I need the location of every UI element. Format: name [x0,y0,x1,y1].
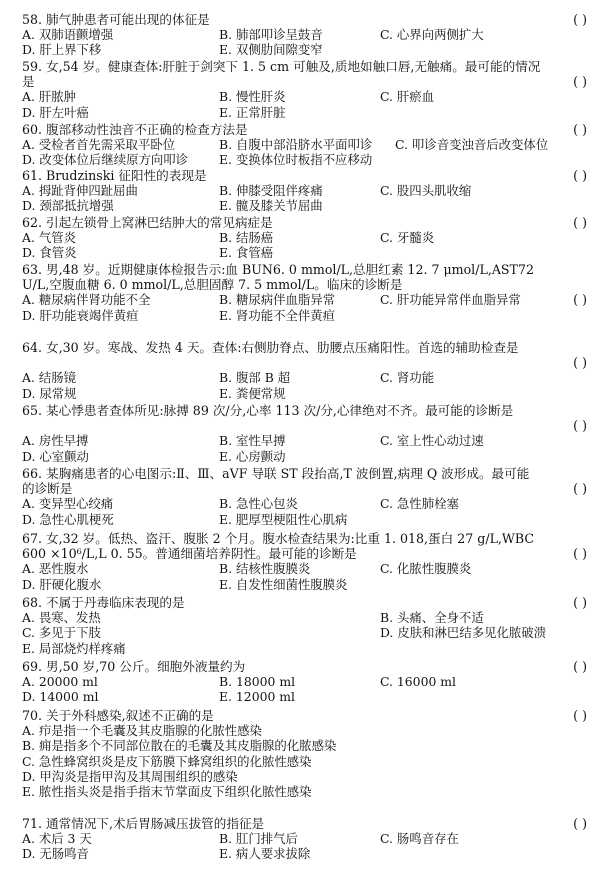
question-68 [22,595,587,656]
question-stem: 71. 通常情况下,术后胃肠减压拔管的指征是 [22,816,265,831]
option-c: C. 室上性心动过速 [380,433,484,449]
question-stem: 60. 腹部移动性浊音不正确的检查方法是 [22,122,248,137]
option-b: B. 肛门排气后 [219,831,298,847]
option-b: B. 痈是指多个不同部位散在的毛囊及其皮脂腺的化脓感染 [22,738,337,754]
question-61 [22,168,587,214]
option-e: E. 正常肝脏 [219,104,286,120]
option-d: D. 改变体位后继续原方向叩诊 [22,152,189,168]
option-a: A. 畏寒、发热 [22,610,101,626]
answer-bracket: ( ) [573,546,587,562]
question-59 [22,59,587,120]
option-a: A. 受检者首先需采取平卧位 [22,137,176,153]
option-d: D. 肝功能衰竭伴黄疸 [22,307,139,323]
answer-bracket: ( ) [573,292,587,308]
question-70 [22,708,587,799]
option-c: C. 肝功能异常伴血脂异常 [380,292,521,308]
question-63 [22,262,587,323]
option-d: D. 肝硬化腹水 [22,576,102,592]
option-a: A. 结肠镜 [22,370,76,386]
option-e: E. 肥厚型梗阻性心肌病 [219,511,348,527]
question-stem: 65. 某心悸患者查体所见:脉搏 89 次/分,心率 113 次/分,心律绝对不齐。最可能的诊断是 [22,403,514,418]
question-stem: 68. 不属于丹毒临床表现的是 [22,595,185,610]
option-b: B. 自腹中部沿脐水平面叩诊 [219,137,373,153]
option-a: A. 恶性腹水 [22,561,89,577]
option-d: D. 颈部抵抗增强 [22,198,114,214]
option-e: E. 心房颤动 [219,448,286,464]
option-b: B. 结核性腹膜炎 [219,561,311,577]
option-c: C. 化脓性腹膜炎 [380,561,472,577]
option-a: A. 肝脓肿 [22,89,76,105]
question-stem: 64. 女,30 岁。寒战、发热 4 天。查体:右侧肋脊点、肋腰点压痛阳性。首选的辅助检查是 [22,340,519,355]
option-d: D. 无肠鸣音 [22,846,89,862]
option-c: C. 牙髓炎 [380,230,435,246]
option-e: E. 病人要求拔除 [219,846,311,862]
question-69 [22,659,587,705]
option-c: C. 16000 ml [380,674,456,690]
option-b: B. 肺部叩诊呈鼓音 [219,27,323,43]
option-c: C. 心界向两侧扩大 [380,27,484,43]
option-b: B. 慢性肝炎 [219,89,286,105]
answer-bracket: ( ) [573,12,587,27]
option-e: E. 髋及膝关节屈曲 [219,198,323,214]
option-c: C. 急性蜂窝织炎是皮下筋膜下蜂窝组织的化脓性感染 [22,753,312,769]
answer-bracket: ( ) [573,481,587,497]
option-a: A. 气管炎 [22,230,76,246]
option-c: C. 急性肺栓塞 [380,496,459,512]
question-stem: 69. 男,50 岁,70 公斤。细胞外液量约为 [22,659,246,674]
answer-bracket: ( ) [573,355,587,371]
option-b: B. 糖尿病伴血脂异常 [219,292,336,308]
option-e: E. 肾功能不全伴黄疸 [219,307,336,323]
question-stem: 66. 某胸痛患者的心电图示:Ⅱ、Ⅲ、aVF 导联 ST 段抬高,T 波倒置,病理 Q 波形成。最可能的诊断是 [22,466,530,497]
option-a: A. 术后 3 天 [22,831,92,847]
option-c: C. 肾功能 [380,370,435,386]
option-e: E. 12000 ml [219,689,295,705]
question-stem: 61. Brudzinski 征阳性的表现是 [22,168,207,183]
option-d: D. 皮肤和淋巴结多见化脓破溃 [380,625,547,641]
option-c: C. 多见于下肢 [22,625,101,641]
option-e: E. 双侧肋间隙变窄 [219,42,323,58]
option-a: A. 房性早搏 [22,433,89,449]
option-d: D. 急性心肌梗死 [22,511,114,527]
question-64 [22,340,587,401]
answer-bracket: ( ) [573,215,587,230]
option-d: D. 肝左叶癌 [22,104,89,120]
option-d: D. 14000 ml [22,689,99,705]
option-b: B. 伸膝受阻伴疼痛 [219,183,323,199]
answer-bracket: ( ) [573,816,587,831]
answer-bracket: ( ) [573,74,587,90]
answer-bracket: ( ) [573,595,587,610]
option-c: C. 叩诊音变浊音后改变体位 [395,137,549,153]
option-b: B. 结肠癌 [219,230,274,246]
option-a: A. 拇趾背伸四趾屈曲 [22,183,138,199]
answer-bracket: ( ) [573,418,587,434]
option-e: E. 变换体位时板指不应移动 [219,152,373,168]
option-a: A. 糖尿病伴肾功能不全 [22,292,151,308]
option-a: A. 20000 ml [22,674,98,690]
option-e: E. 局部烧灼样疼痛 [22,640,126,656]
option-e: E. 食管癌 [219,245,274,261]
option-d: D. 心室颤动 [22,448,89,464]
question-71 [22,816,587,862]
question-60 [22,122,587,168]
option-e: E. 自发性细菌性腹膜炎 [219,576,348,592]
answer-bracket: ( ) [573,659,587,674]
question-66 [22,466,587,527]
option-d: D. 肝上界下移 [22,42,102,58]
question-65 [22,403,587,464]
question-67 [22,531,587,592]
option-a: A. 双肺语颤增强 [22,27,114,43]
question-58 [22,12,587,58]
option-d: D. 尿常规 [22,385,77,401]
option-e: E. 脓性指头炎是指手指末节掌面皮下组织化脓性感染 [22,783,312,799]
option-b: B. 头痛、全身不适 [380,610,484,626]
option-d: D. 甲沟炎是指甲沟及其周围组织的感染 [22,768,238,784]
question-stem: 62. 引起左锁骨上窝淋巴结肿大的常见病症是 [22,215,273,230]
option-a: A. 疖是指一个毛囊及其皮脂腺的化脓性感染 [22,723,262,739]
question-stem: 58. 肺气肿患者可能出现的体征是 [22,12,210,27]
option-b: B. 室性早搏 [219,433,286,449]
option-b: B. 腹部 B 超 [219,370,291,386]
answer-bracket: ( ) [573,708,587,723]
option-c: C. 股四头肌收缩 [380,183,472,199]
option-c: C. 肝瘀血 [380,89,435,105]
question-stem: 70. 关于外科感染,叙述不正确的是 [22,708,214,723]
question-stem: 59. 女,54 岁。健康查体:肝脏于剑突下 1. 5 cm 可触及,质地如触口唇,无触痛。最可能的情况是 [22,59,541,90]
option-b: B. 急性心包炎 [219,496,298,512]
option-a: A. 变异型心绞痛 [22,496,114,512]
question-stem: 67. 女,32 岁。低热、盗汗、腹胀 2 个月。腹水检查结果为:比重 1. 018,蛋白 27 g/L,WBC 600 ×10⁶/L,L 0. 55。普通细菌培养阴性。最可能的诊断是 [22,531,535,562]
answer-bracket: ( ) [573,168,587,183]
option-c: C. 肠鸣音存在 [380,831,459,847]
question-62 [22,215,587,261]
option-e: E. 粪便常规 [219,385,286,401]
answer-bracket: ( ) [573,122,587,137]
option-b: B. 18000 ml [219,674,296,690]
option-d: D. 食管炎 [22,245,77,261]
question-stem: 63. 男,48 岁。近期健康体检报告示:血 BUN6. 0 mmol/L,总胆红素 12. 7 μmol/L,AST72 U/L,空腹血糖 6. 0 mmol/L,总胆固醇 7. 5 mmol/L。临床的诊断是 [22,262,534,293]
